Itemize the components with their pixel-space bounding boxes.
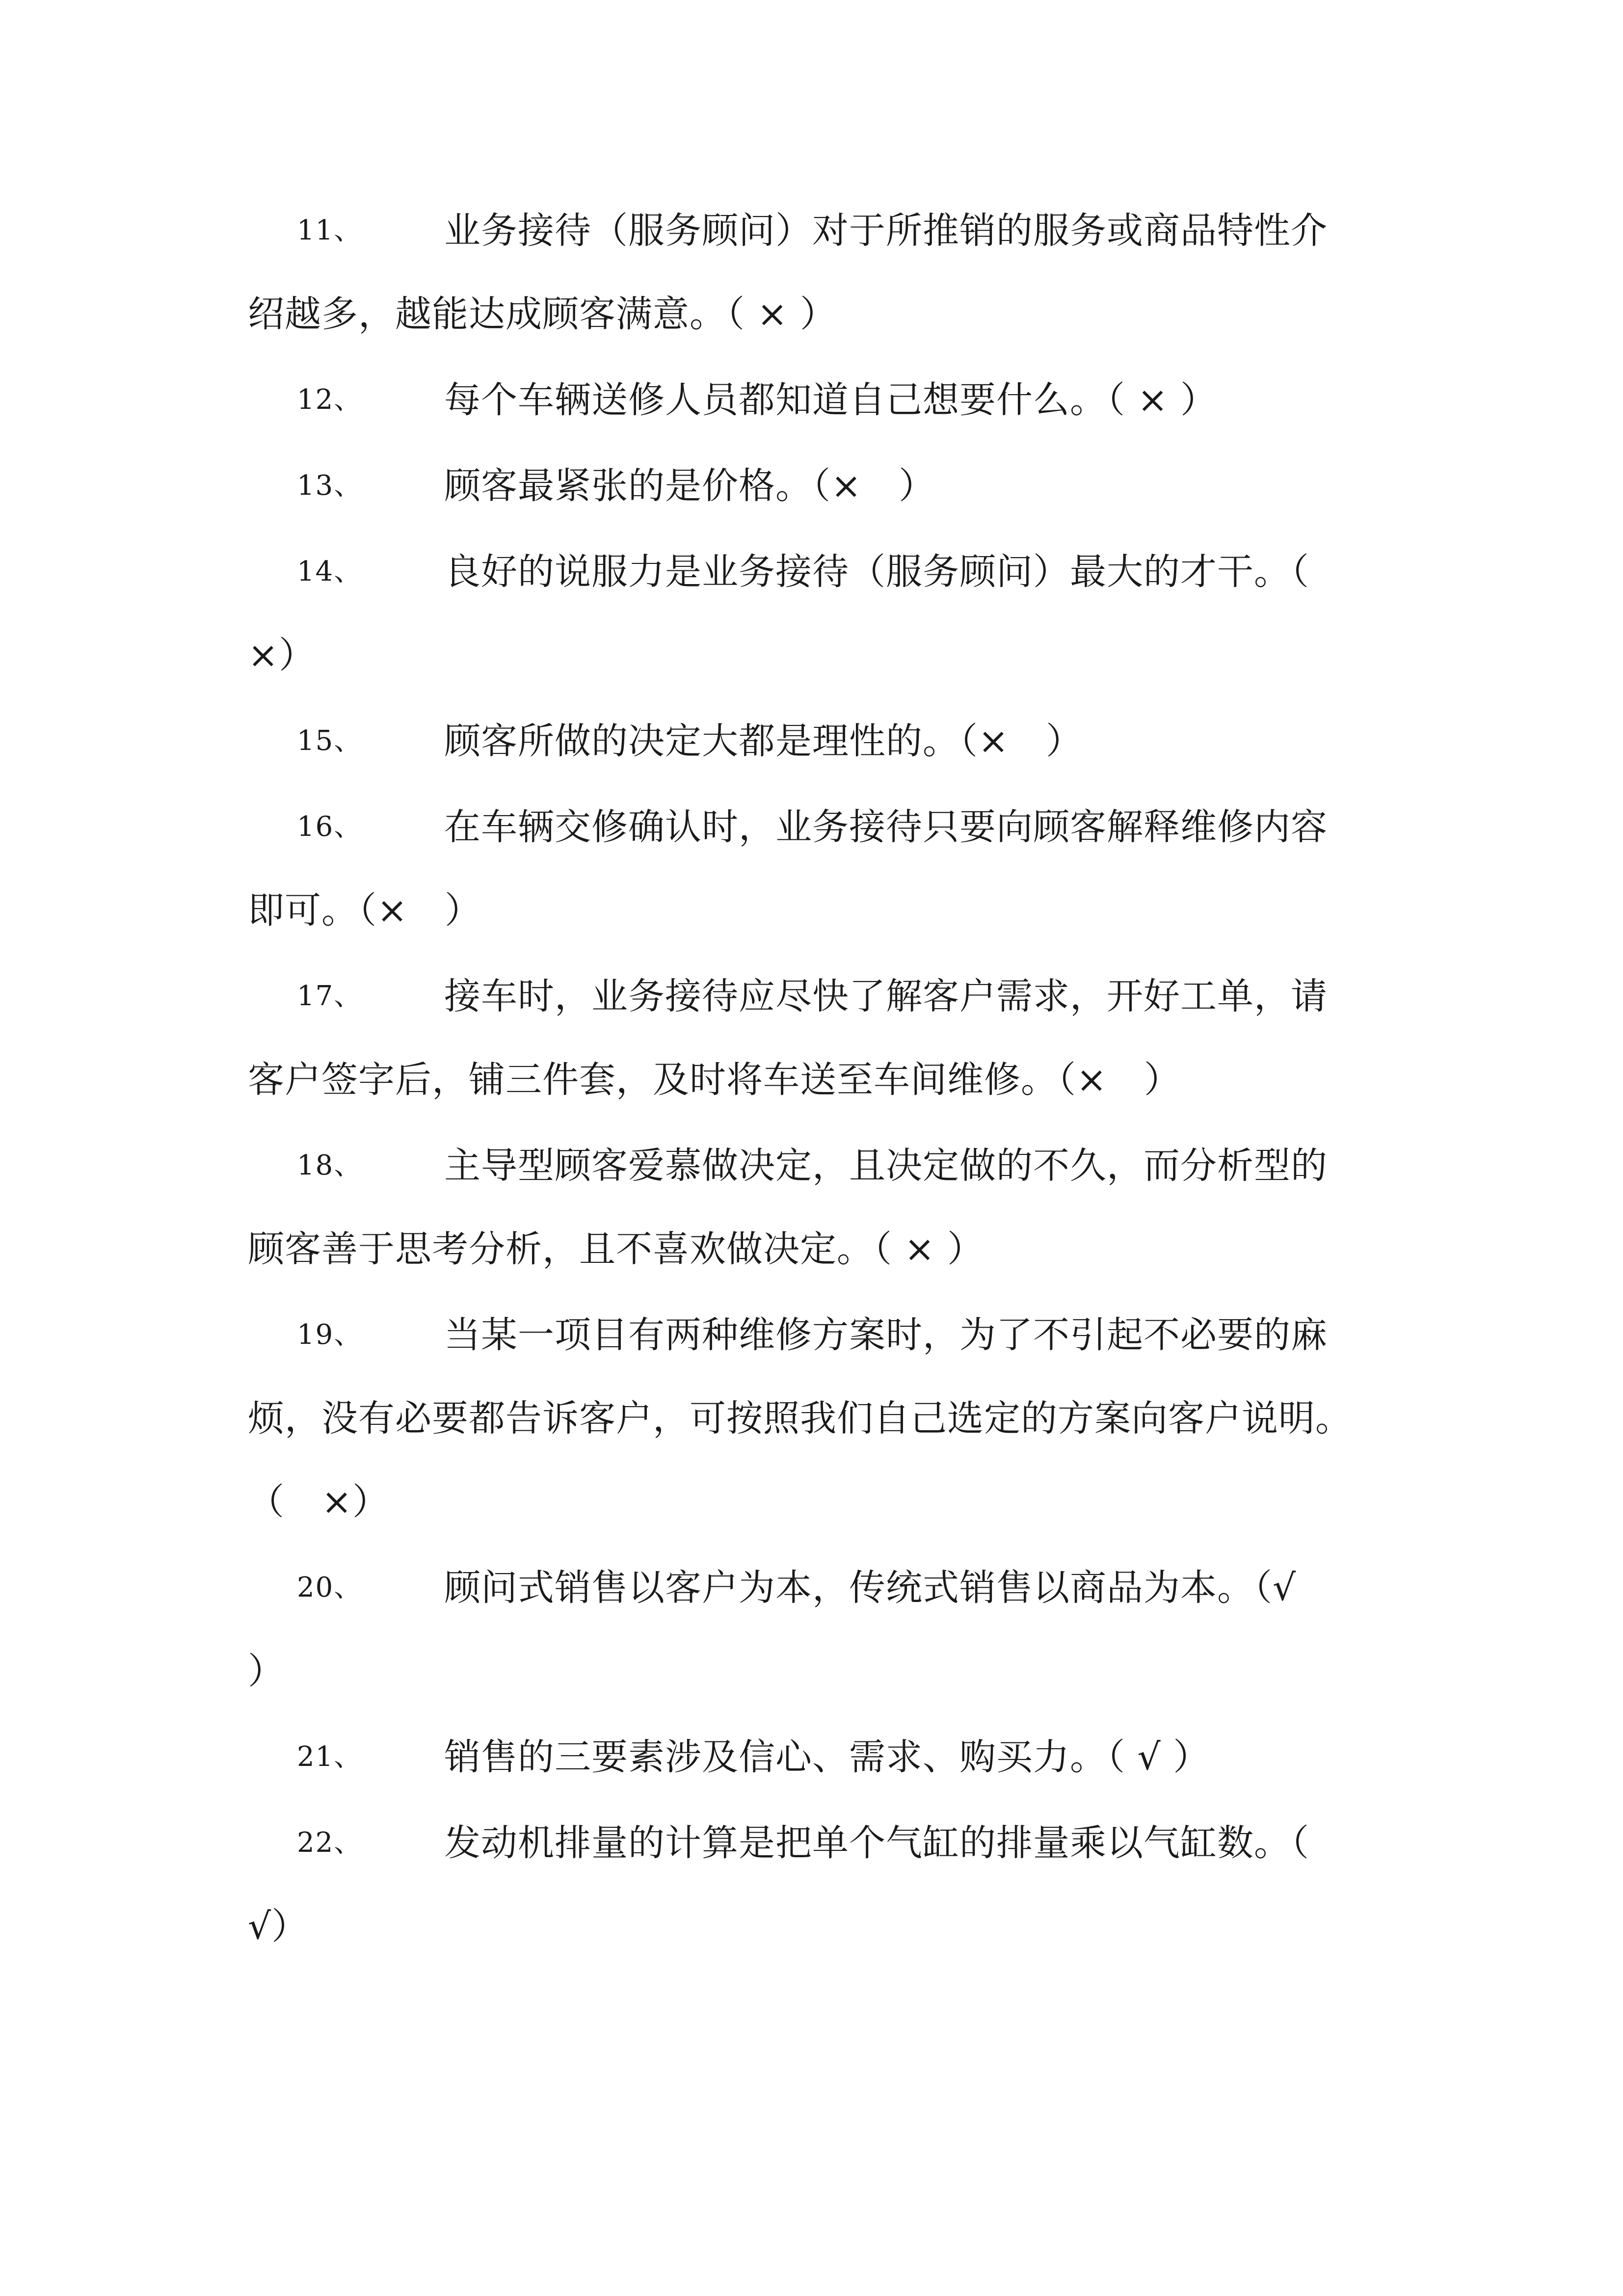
question-number: 11、 bbox=[297, 214, 363, 246]
question-number: 17、 bbox=[297, 980, 363, 1012]
question-number: 21、 bbox=[297, 1741, 363, 1773]
question-text: 烦，没有必要都告诉客户，可按照我们自己选定的方案向客户说明。 bbox=[248, 1397, 1352, 1440]
question-text: 业务接待（服务顾问）对于所推销的服务或商品特性介 bbox=[444, 210, 1328, 252]
question-text: 即可。（× ） bbox=[248, 889, 482, 932]
question-number: 16、 bbox=[297, 811, 363, 843]
question-text: 顾问式销售以客户为本，传统式销售以商品为本。（√ bbox=[444, 1567, 1297, 1609]
question-text: ×） bbox=[248, 634, 316, 676]
question-text: 接车时，业务接待应尽快了解客户需求，开好工单，请 bbox=[444, 975, 1328, 1017]
question-number: 22、 bbox=[297, 1827, 363, 1859]
question-text: 顾客善于思考分析，且不喜欢做决定。（ × ） bbox=[248, 1228, 984, 1270]
question-number: 15、 bbox=[297, 725, 363, 757]
question-text: 在车辆交修确认时，业务接待只要向顾客解释维修内容 bbox=[444, 806, 1328, 848]
question-number: 12、 bbox=[297, 384, 363, 416]
question-number: 19、 bbox=[297, 1319, 363, 1351]
question-text: ） bbox=[248, 1650, 285, 1692]
question-number: 20、 bbox=[297, 1572, 363, 1603]
question-text: 顾客最紧张的是价格。（× ） bbox=[444, 465, 936, 507]
question-text: 主导型顾客爱慕做决定，且决定做的不久，而分析型的 bbox=[444, 1145, 1328, 1187]
question-number: 13、 bbox=[297, 470, 363, 502]
question-number: 18、 bbox=[297, 1149, 363, 1181]
question-text: 客户签字后，铺三件套，及时将车送至车间维修。（× ） bbox=[248, 1059, 1181, 1101]
question-text: 发动机排量的计算是把单个气缸的排量乘以气缸数。（ bbox=[444, 1822, 1309, 1864]
question-text: 顾客所做的决定大都是理性的。（× ） bbox=[444, 720, 1083, 762]
question-text: 每个车辆送修人员都知道自己想要什么。（ × ） bbox=[444, 379, 1218, 421]
question-text: 绍越多，越能达成顾客满意。（ × ） bbox=[248, 293, 837, 335]
question-text: 当某一项目有两种维修方案时，为了不引起不必要的麻 bbox=[444, 1314, 1328, 1356]
question-text: √） bbox=[248, 1905, 309, 1948]
question-number: 14、 bbox=[297, 556, 363, 587]
question-text: 销售的三要素涉及信心、需求、购买力。（ √ ） bbox=[444, 1736, 1210, 1778]
question-text: 良好的说服力是业务接待（服务顾问）最大的才干。（ bbox=[444, 551, 1309, 593]
question-text: （ ×） bbox=[248, 1481, 390, 1523]
